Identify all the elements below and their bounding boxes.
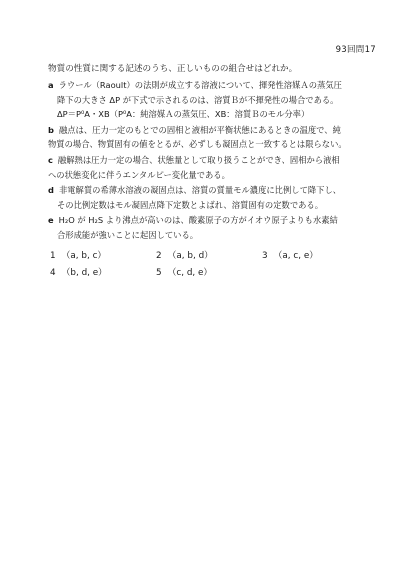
statement-text: H₂O が H₂S より沸点が高いのは、酸素原子の方がイオウ原子よりも水素結 bbox=[58, 215, 338, 226]
choice-1[interactable] bbox=[50, 248, 156, 261]
statement-b bbox=[48, 123, 368, 152]
choice-number: 4 bbox=[50, 268, 56, 278]
statement-text: 非電解質の希薄水溶液の凝固点は、溶質の質量モル濃度に比例して降下し、 bbox=[58, 185, 342, 196]
choice-2[interactable] bbox=[156, 248, 262, 261]
choice-text: （a, b, c） bbox=[61, 251, 107, 261]
statement-text: 物質の場合、物質固有の値をとるが、必ずしも凝固点と一致するとは限らない。 bbox=[48, 139, 347, 150]
choice-text: （a, b, d） bbox=[167, 251, 213, 261]
statement-label: c bbox=[48, 154, 53, 165]
statement-e bbox=[48, 213, 368, 242]
choice-5[interactable] bbox=[156, 265, 262, 278]
statement-label: d bbox=[48, 185, 54, 196]
statement-d bbox=[48, 183, 368, 212]
statement-c bbox=[48, 153, 368, 182]
choice-number: 2 bbox=[156, 251, 162, 261]
statement-text: 合形成能が強いことに起因している。 bbox=[57, 229, 199, 240]
choice-text: （b, d, e） bbox=[61, 268, 107, 278]
choice-number: 3 bbox=[262, 251, 268, 261]
statement-text: ラウール（Raoult）の法則が成立する溶液について、揮発性溶媒Ａの蒸気圧 bbox=[58, 80, 342, 90]
choice-4[interactable] bbox=[50, 265, 156, 278]
choice-3[interactable] bbox=[262, 248, 368, 261]
answer-choices bbox=[50, 246, 370, 280]
statement-text: 降下の大きさ ΔP が下式で示されるのは、溶質Ｂが不揮発性の場合である。 bbox=[57, 94, 339, 105]
statement-text: 融点は、圧力一定のもとでの固相と液相が平衡状態にあるときの温度で、純 bbox=[58, 124, 341, 135]
statement-label: e bbox=[48, 215, 54, 226]
choice-row bbox=[50, 263, 370, 280]
statement-label: a bbox=[48, 80, 54, 90]
statement-text: への状態変化に伴うエンタルピー変化量である。 bbox=[48, 169, 230, 180]
choice-number: 1 bbox=[50, 251, 56, 261]
statement-text: その比例定数はモル凝固点降下定数とよばれ、溶質固有の定数である。 bbox=[57, 199, 324, 210]
statement-a bbox=[48, 78, 368, 122]
choice-number: 5 bbox=[156, 268, 162, 278]
question-id: 93回問17 bbox=[335, 45, 376, 55]
statement-label: b bbox=[48, 124, 54, 135]
question-prompt: 物質の性質に関する記述のうち、正しいものの組合せはどれか。 bbox=[48, 64, 298, 74]
statement-list bbox=[48, 78, 368, 244]
choice-text: （c, d, e） bbox=[167, 268, 213, 278]
choice-text: （a, c, e） bbox=[273, 251, 319, 261]
statement-text: 融解熱は圧力一定の場合、状態量として取り扱うことができ、固相から液相 bbox=[57, 154, 340, 165]
formula: ΔP＝P⁰A・XB（P⁰A：純溶媒Ａの蒸気圧、XB：溶質Ｂのモル分率） bbox=[57, 109, 310, 120]
choice-row bbox=[50, 246, 370, 263]
